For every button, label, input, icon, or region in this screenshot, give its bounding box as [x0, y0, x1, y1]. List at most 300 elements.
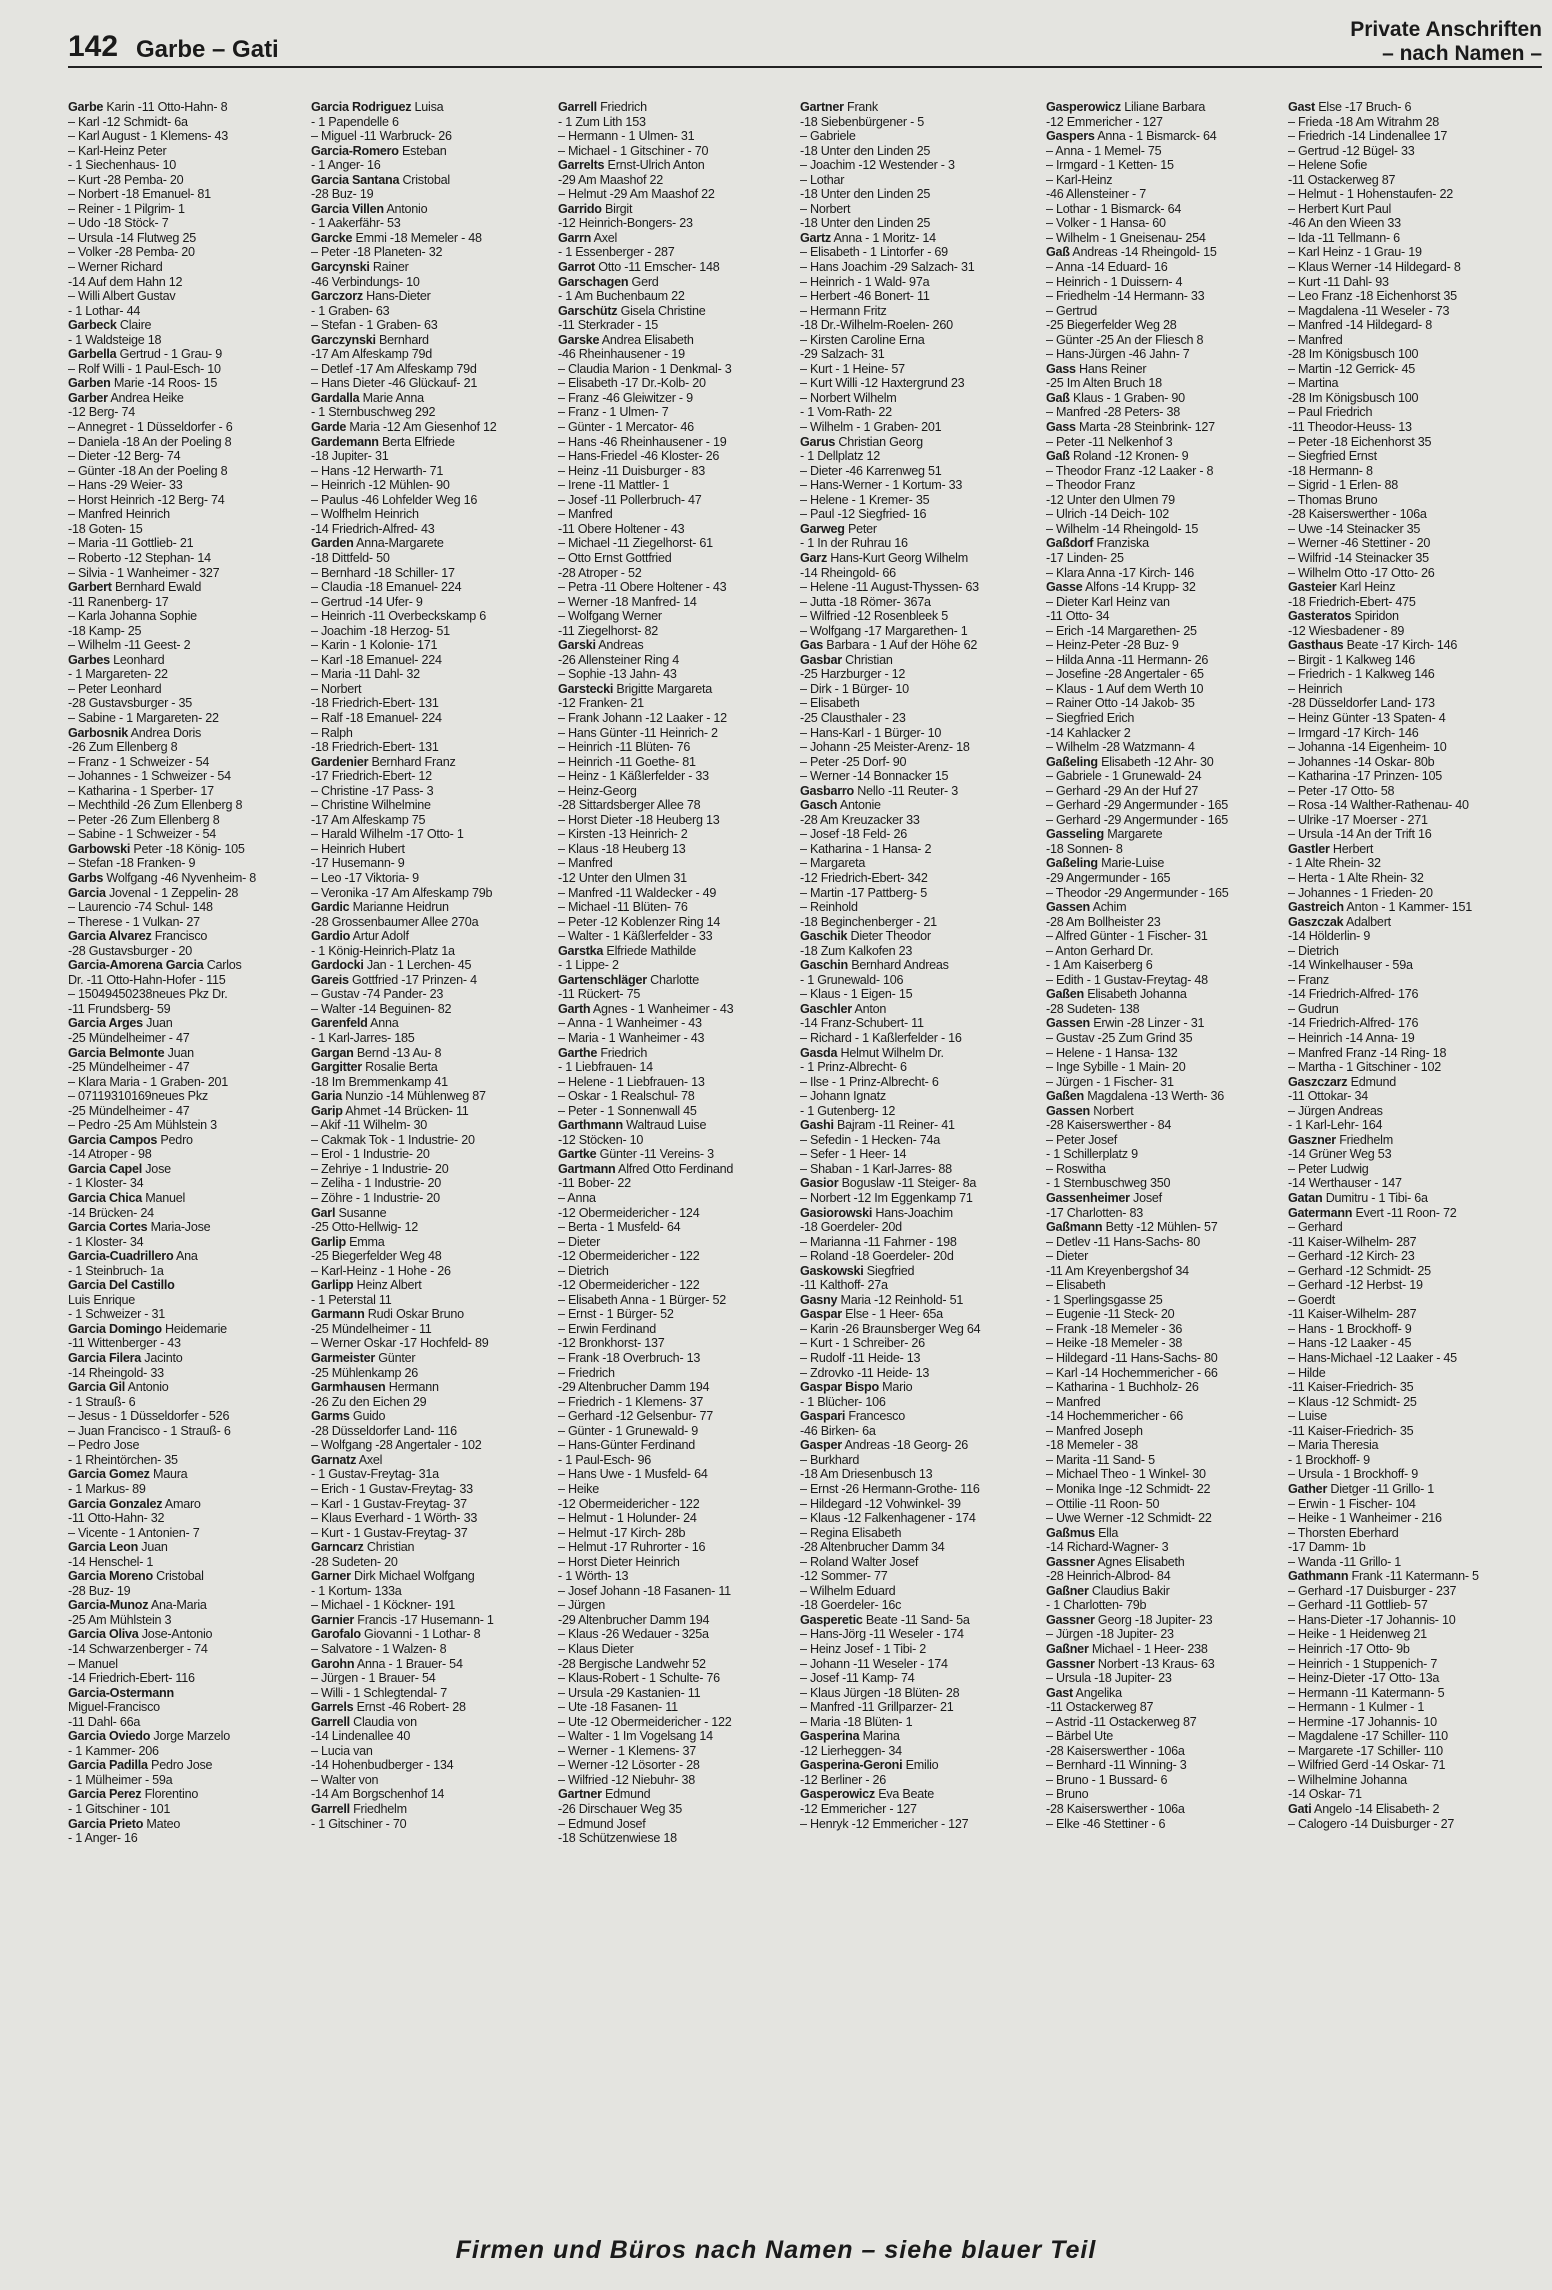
surname: Gasperetic	[800, 1612, 863, 1627]
directory-entry: – Günter - 1 Grunewald- 9	[558, 1423, 699, 1438]
directory-entry: Gast Else -17 Bruch- 6	[1288, 100, 1412, 114]
surname: Garschagen	[558, 274, 629, 289]
surname: Garcia Cortes	[68, 1220, 148, 1235]
surname: Gassen	[1046, 1103, 1091, 1118]
directory-entry: – Gertrud -12 Bügel- 33	[1288, 143, 1415, 158]
surname: Garth	[558, 1001, 591, 1016]
directory-entry: – Wilhelm Eduard	[800, 1583, 896, 1598]
directory-entry: – Kirsten -13 Heinrich- 2	[558, 827, 688, 842]
surname: Gaschin	[800, 958, 848, 973]
directory-entry: -18 Goerdeler- 20d	[800, 1220, 902, 1235]
directory-entry: - 1 Alte Rhein- 32	[1288, 856, 1381, 871]
directory-entry: – Walter - 1 Im Vogelsang 14	[558, 1729, 713, 1744]
directory-entry: – Irmgard -17 Kirch- 146	[1288, 725, 1419, 740]
directory-entry: – Erich - 1 Gustav-Freytag- 33	[311, 1481, 473, 1496]
column-4	[800, 100, 1036, 2230]
directory-entry: - 1 Am Buchenbaum 22	[558, 289, 685, 304]
directory-entry: – Hildegard -12 Vohwinkel- 39	[800, 1496, 961, 1511]
directory-entry: Gatermann Evert -11 Roon- 72	[1288, 1205, 1457, 1220]
directory-entry: -17 Am Alfeskamp 75	[311, 812, 426, 827]
directory-entry: -28 Kaiserswerther - 84	[1046, 1118, 1172, 1133]
directory-entry: – Kirsten Caroline Erna	[800, 332, 925, 347]
surname: Gardic	[311, 900, 350, 915]
surname: Garcia Villen	[311, 201, 384, 216]
directory-entry: – Hans Dieter -46 Glückauf- 21	[311, 376, 478, 391]
directory-entry: – Kurt Willi -12 Haxtergrund 23	[800, 376, 965, 391]
directory-entry: – Hildegard -11 Hans-Sachs- 80	[1046, 1351, 1218, 1366]
directory-entry: – Walter - 1 Käßlerfelder - 33	[558, 929, 713, 944]
directory-entry: Garcia Prieto Mateo	[68, 1816, 181, 1831]
directory-entry: – Goerdt	[1288, 1292, 1336, 1307]
directory-entry: – Hans-Werner - 1 Kortum- 33	[800, 478, 963, 493]
directory-entry: – Ursula -14 Flutweg 25	[68, 230, 196, 245]
directory-entry: -25 Mündelheimer - 11	[311, 1321, 432, 1336]
directory-entry: – Ulrich -14 Deich- 102	[1046, 507, 1170, 522]
surname: Garz	[800, 550, 827, 565]
surname: Garcia Padilla	[68, 1758, 148, 1773]
surname: Garncarz	[311, 1540, 364, 1555]
directory-entry: – Norbert	[311, 681, 362, 696]
surname: Garbe	[68, 100, 104, 114]
directory-entry: – Heinrich - 1 Duissern- 4	[1046, 274, 1183, 289]
directory-entry: Gasiorowski Hans-Joachim	[800, 1205, 953, 1220]
directory-entry: - 1 Charlotten- 79b	[1046, 1598, 1147, 1613]
directory-entry: Gaspar Bispo Mario	[800, 1380, 913, 1395]
directory-entry: Gardalla Marie Anna	[311, 390, 424, 405]
directory-entry: – Peter -18 Eichenhorst 35	[1288, 434, 1432, 449]
directory-entry: – Elisabeth - 1 Lintorfer - 69	[800, 245, 948, 260]
directory-entry: – Gabriele	[800, 129, 856, 144]
directory-entry: -26 Zu den Eichen 29	[311, 1394, 427, 1409]
directory-entry: - 1 Steinbruch- 1a	[68, 1263, 164, 1278]
surname: Gardemann	[311, 434, 379, 449]
directory-entry: Gast Angelika	[1046, 1685, 1122, 1700]
directory-entry: -11 Ostackerweg 87	[1288, 172, 1396, 187]
directory-entry: Gasperina Marina	[800, 1729, 900, 1744]
directory-entry: – Siegfried Erich	[1046, 710, 1135, 725]
directory-entry: – Magdalena -11 Weseler - 73	[1288, 303, 1450, 318]
directory-entry: -14 Lindenallee 40	[311, 1729, 411, 1744]
directory-entry: – Ute -12 Obermeidericher - 122	[558, 1714, 732, 1729]
directory-entry: -18 Memeler - 38	[1046, 1438, 1138, 1453]
directory-entry: Gartner Edmund	[558, 1787, 651, 1802]
surname: Garcia Capel	[68, 1161, 143, 1176]
directory-entry: -12 Obermeidericher - 122	[558, 1496, 700, 1511]
directory-entry: - 1 Karl-Jarres- 185	[311, 1031, 415, 1045]
directory-entry: Garthe Friedrich	[558, 1045, 648, 1060]
surname: Garbosnik	[68, 725, 129, 740]
surname: Gassenheimer	[1046, 1191, 1130, 1206]
directory-entry: - 1 König-Heinrich-Platz 1a	[311, 943, 455, 958]
directory-entry: – Horst Dieter -18 Heuberg 13	[558, 812, 720, 827]
surname: Garcia Rodriguez	[311, 100, 412, 114]
surname: Gasse	[1046, 580, 1083, 595]
directory-entry: – Werner Richard	[68, 260, 163, 275]
directory-entry: Gashi Bajram -11 Reiner- 41	[800, 1118, 955, 1133]
directory-entry: – Bruno	[1046, 1787, 1089, 1802]
directory-entry: -28 Düsseldorfer Land- 173	[1288, 696, 1435, 711]
directory-entry: – Johannes - 1 Schweizer - 54	[68, 769, 231, 784]
page-number: 142	[68, 30, 119, 63]
directory-entry: Garner Dirk Michael Wolfgang	[311, 1569, 475, 1584]
directory-entry: – Volker -28 Pemba- 20	[68, 245, 195, 260]
surname: Gaspar	[800, 1307, 842, 1322]
surname: Garcia Filera	[68, 1351, 142, 1366]
surname: Garcia	[68, 885, 106, 900]
directory-entry: Gaßen Magdalena -13 Werth- 36	[1046, 1089, 1225, 1104]
directory-entry: -14 Friedrich-Alfred- 176	[1288, 987, 1419, 1002]
surname: Garcia-Romero	[311, 143, 399, 158]
directory-entry: Garlip Emma	[311, 1234, 385, 1249]
directory-entry: – Henryk -12 Emmericher - 127	[800, 1816, 969, 1831]
directory-entry: – Heinrich Hubert	[311, 841, 405, 856]
directory-entry: Gargan Bernd -13 Au- 8	[311, 1045, 442, 1060]
directory-entry: – Frank -18 Memeler - 36	[1046, 1321, 1183, 1336]
directory-entry: -14 Richard-Wagner- 3	[1046, 1540, 1169, 1555]
directory-entry: Garben Marie -14 Roos- 15	[68, 376, 218, 391]
directory-entry: -11 Dahl- 66a	[68, 1714, 141, 1729]
directory-entry: – Peter -11 Nelkenhof 3	[1046, 434, 1173, 449]
directory-entry: -18 Unter den Linden 25	[800, 143, 931, 158]
directory-entry: Dr. -11 Otto-Hahn-Hofer - 115	[68, 972, 226, 987]
directory-entry: - 1 Am Kaiserberg 6	[1046, 958, 1153, 973]
directory-entry: – Zdrovko -11 Heide- 13	[800, 1365, 930, 1380]
surname: Garcia Prieto	[68, 1816, 144, 1831]
directory-entry: – Jürgen - 1 Brauer- 54	[311, 1671, 436, 1686]
directory-entry: – Kurt - 1 Gustav-Freytag- 37	[311, 1525, 468, 1540]
directory-entry: – Marianna -11 Fahrner - 198	[800, 1234, 957, 1249]
directory-entry: -28 Sittardsberger Allee 78	[558, 798, 701, 813]
surname: Garip	[311, 1103, 343, 1118]
surname: Garmeister	[311, 1351, 376, 1366]
directory-entry: -17 Friedrich-Ebert- 12	[311, 769, 432, 784]
directory-entry: Gaskowski Siegfried	[800, 1263, 915, 1278]
surname: Garl	[311, 1205, 336, 1220]
directory-entry: – Gertrud -14 Ufer- 9	[311, 594, 423, 609]
directory-entry: Gassen Erwin -28 Linzer - 31	[1046, 1016, 1205, 1031]
directory-entry: – Wilhelm -14 Rheingold- 15	[1046, 521, 1199, 536]
surname: Gardocki	[311, 958, 364, 973]
directory-entry: - 1 Margareten- 22	[68, 667, 168, 682]
directory-entry: – Hans-Jörg -11 Weseler - 174	[800, 1627, 964, 1642]
directory-entry: -29 Am Maashof 22	[558, 172, 663, 187]
directory-entry: – Eugenie -11 Steck- 20	[1046, 1307, 1175, 1322]
directory-entry: Garcia-Munoz Ana-Maria	[68, 1598, 207, 1613]
directory-entry: – Manfred	[558, 507, 613, 522]
directory-entry: – Gerhard -29 Angermunder - 165	[1046, 798, 1228, 813]
directory-entry: – Dieter -46 Karrenweg 51	[800, 463, 942, 478]
surname: Garcynski	[311, 260, 370, 275]
directory-entry: -18 Unter den Linden 25	[800, 216, 931, 231]
directory-entry: Garczorz Hans-Dieter	[311, 289, 431, 304]
directory-entry: Garia Nunzio -14 Mühlenweg 87	[311, 1089, 486, 1104]
directory-entry: – Udo -18 Stöck- 7	[68, 216, 169, 231]
directory-entry: – Bernhard -18 Schiller- 17	[311, 565, 455, 580]
directory-entry: Garcia Leon Juan	[68, 1540, 168, 1555]
directory-entry: – Elisabeth -17 Dr.-Kolb- 20	[558, 376, 706, 391]
surname: Gaß	[1046, 245, 1070, 260]
directory-entry: -12 Obermeidericher - 124	[558, 1205, 700, 1220]
directory-entry: – Helene Sofie	[1288, 158, 1368, 173]
surname: Gass	[1046, 361, 1076, 376]
surname: Gasch	[800, 798, 838, 813]
directory-entry: -46 Verbindungs- 10	[311, 274, 420, 289]
directory-entry: – Sigrid - 1 Erlen- 88	[1288, 478, 1398, 493]
directory-entry: – Gerhard -11 Gottlieb- 57	[1288, 1598, 1428, 1613]
directory-entry: Gasda Helmut Wilhelm Dr.	[800, 1045, 944, 1060]
directory-entry: – Dirk - 1 Bürger- 10	[800, 681, 909, 696]
directory-entry: Gaß Andreas -14 Rheingold- 15	[1046, 245, 1217, 260]
directory-entry: – Ulrike -17 Moerser - 271	[1288, 812, 1428, 827]
directory-entry: – Martina	[1288, 376, 1339, 391]
directory-entry: – Anton Gerhard Dr.	[1046, 943, 1154, 958]
directory-entry: Garbosnik Andrea Doris	[68, 725, 202, 740]
directory-entry: – Salvatore - 1 Walzen- 8	[311, 1641, 447, 1656]
directory-entry: – Kurt - 1 Schreiber- 26	[800, 1336, 925, 1351]
directory-entry: – Ida -11 Tellmann- 6	[1288, 230, 1400, 245]
directory-entry: – Peter Leonhard	[68, 681, 162, 696]
section-title-line1: Private Anschriften	[1350, 18, 1542, 41]
surname: Garms	[311, 1409, 350, 1424]
directory-entry: – Heinz-Dieter -17 Otto- 13a	[1288, 1671, 1440, 1686]
directory-entry: – Heike -18 Memeler - 38	[1046, 1336, 1183, 1351]
directory-entry: -11 Bober- 22	[558, 1176, 631, 1191]
directory-entry: – Wilfried -12 Rosenbleek 5	[800, 609, 948, 624]
surname: Gaßmus	[1046, 1525, 1095, 1540]
directory-entry: – Wilfrid -14 Steinacker 35	[1288, 550, 1429, 565]
directory-entry: – Heinrich	[1288, 681, 1343, 696]
surname: Garbes	[68, 652, 110, 667]
directory-entry: Gathmann Frank -11 Katermann- 5	[1288, 1569, 1479, 1584]
directory-entry: – Helmut - 1 Holunder- 24	[558, 1511, 697, 1526]
directory-entry: – Kurt -11 Dahl- 93	[1288, 274, 1389, 289]
directory-entry: - 1 Lothar- 44	[68, 303, 141, 318]
directory-entry: Gati Angelo -14 Elisabeth- 2	[1288, 1801, 1440, 1816]
directory-entry: Garz Hans-Kurt Georg Wilhelm	[800, 550, 968, 565]
section-title	[1350, 18, 1542, 66]
directory-entry: - 1 Vom-Rath- 22	[800, 405, 892, 420]
directory-entry: -46 Rheinhausener - 19	[558, 347, 685, 362]
surname: Garschütz	[558, 303, 618, 318]
column-5	[1046, 100, 1282, 2230]
directory-entry: Gaßeling Marie-Luise	[1046, 856, 1165, 871]
directory-entry: -25 Im Alten Bruch 18	[1046, 376, 1162, 391]
directory-entry: - 1 Liebfrauen- 14	[558, 1060, 653, 1075]
directory-entry: – Gerhard -12 Gelsenbur- 77	[558, 1409, 713, 1424]
directory-entry: Gartenschläger Charlotte	[558, 972, 700, 987]
surname: Gastreich	[1288, 900, 1344, 915]
directory-entry: – Heinz-Peter -28 Buz- 9	[1046, 638, 1179, 653]
directory-entry: Garcia Jovenal - 1 Zeppelin- 28	[68, 885, 239, 900]
directory-entry: Gaßen Elisabeth Johanna	[1046, 987, 1187, 1002]
directory-entry: – Richard - 1 Kaßlerfelder - 16	[800, 1031, 962, 1045]
directory-entry: -11 Kaiser-Wilhelm- 287	[1288, 1307, 1417, 1322]
directory-entry: – Johanna -14 Eigenheim- 10	[1288, 740, 1447, 755]
directory-entry: – Manfred Joseph	[1046, 1423, 1143, 1438]
surname: Gaschik	[800, 929, 848, 944]
directory-entry: Garrelts Ernst-Ulrich Anton	[558, 158, 705, 173]
directory-entry: – Stefan -18 Franken- 9	[68, 856, 196, 871]
surname: Gasda	[800, 1045, 838, 1060]
directory-entry: – Thorsten Eberhard	[1288, 1525, 1399, 1540]
directory-entry: – Oskar - 1 Realschul- 78	[558, 1089, 695, 1104]
directory-entry: Gastler Herbert	[1288, 841, 1374, 856]
directory-entry: – Friedrich -14 Lindenallee 17	[1288, 129, 1448, 144]
directory-entry: – Bernhard -11 Winning- 3	[1046, 1758, 1187, 1773]
directory-entry: Garbes Leonhard	[68, 652, 165, 667]
directory-entry: Garske Andrea Elisabeth	[558, 332, 694, 347]
directory-entry: – Burkhard	[800, 1452, 860, 1467]
directory-entry: – Michael -11 Blüten- 76	[558, 900, 688, 915]
directory-entry: -18 Kamp- 25	[68, 623, 142, 638]
directory-entry: – Johann Ignatz	[800, 1089, 886, 1104]
directory-entry: -12 Sommer- 77	[800, 1569, 888, 1584]
surname: Gaszczarz	[1288, 1074, 1348, 1089]
directory-entry: – Ralf -18 Emanuel- 224	[311, 710, 442, 725]
directory-entry: -18 Unter den Linden 25	[800, 187, 931, 202]
directory-entry: – Walter von	[311, 1772, 379, 1787]
directory-entry: – Klara Anna -17 Kirch- 146	[1046, 565, 1194, 580]
directory-entry: – Peter -25 Dorf- 90	[800, 754, 907, 769]
surname: Gaßner	[1046, 1641, 1089, 1656]
directory-entry: Garcia Chica Manuel	[68, 1191, 186, 1206]
directory-entry: Garcia Domingo Heidemarie	[68, 1321, 227, 1336]
directory-entry: – Gerhard -29 Angermunder - 165	[1046, 812, 1228, 827]
directory-entry: Garcia Santana Cristobal	[311, 172, 450, 187]
directory-entry: Gaßmann Betty -12 Mühlen- 57	[1046, 1220, 1218, 1235]
directory-entry: – Heike - 1 Heidenweg 21	[1288, 1627, 1427, 1642]
directory-entry: -11 Otto-Hahn- 32	[68, 1511, 165, 1526]
directory-entry: Gartke Günter -11 Vereins- 3	[558, 1147, 714, 1162]
directory-entry: – Wolfgang -28 Angertaler - 102	[311, 1438, 482, 1453]
directory-entry: -11 Rückert- 75	[558, 987, 641, 1002]
directory-entry: – Jürgen	[558, 1598, 606, 1613]
directory-entry: -18 Goerdeler- 16c	[800, 1598, 902, 1613]
directory-entry: - 1 Anger- 16	[68, 1831, 138, 1846]
directory-entry: - 1 Rheintörchen- 35	[68, 1452, 178, 1467]
directory-entry: – Katharina -17 Prinzen- 105	[1288, 769, 1443, 784]
directory-entry: – Johannes -14 Oskar- 80b	[1288, 754, 1435, 769]
directory-entry: Garbowski Peter -18 König- 105	[68, 841, 245, 856]
directory-entry: – Franz -46 Gleiwitzer - 9	[558, 390, 693, 405]
directory-entry: – Friedrich - 1 Kalkweg 146	[1288, 667, 1435, 682]
directory-entry: – Leo Franz -18 Eichenhorst 35	[1288, 289, 1457, 304]
column-6	[1288, 100, 1524, 2230]
directory-entry: – Manfred -11 Waldecker - 49	[558, 885, 717, 900]
directory-entry: – Helmut - 1 Hohenstaufen- 22	[1288, 187, 1453, 202]
directory-entry: – Dieter -12 Berg- 74	[68, 449, 181, 464]
directory-entry: – Werner -12 Lösorter - 28	[558, 1758, 700, 1773]
directory-entry: – Ursula - 1 Brockhoff- 9	[1288, 1467, 1419, 1482]
directory-entry: – Herta - 1 Alte Rhein- 32	[1288, 870, 1424, 885]
directory-entry: – Klara Maria - 1 Graben- 201	[68, 1074, 229, 1089]
directory-entry: -11 Obere Holtener - 43	[558, 521, 685, 536]
surname: Garcia Del Castillo	[68, 1278, 175, 1293]
directory-entry: – Luise	[1288, 1409, 1327, 1424]
directory-entry: Gaspers Anna - 1 Bismarck- 64	[1046, 129, 1217, 144]
directory-entry: – Petra -11 Obere Holtener - 43	[558, 580, 727, 595]
directory-entry: – Joachim -18 Herzog- 51	[311, 623, 450, 638]
directory-entry: - 1 Gitschiner - 101	[68, 1801, 171, 1816]
surname: Gastler	[1288, 841, 1330, 856]
directory-entry: – Helmut -17 Ruhrorter - 16	[558, 1540, 706, 1555]
surname: Garner	[311, 1569, 351, 1584]
directory-entry: – Wolfhelm Heinrich	[311, 507, 419, 522]
directory-entry: – Johann -25 Meister-Arenz- 18	[800, 740, 970, 755]
directory-entry: - 1 Paul-Esch- 96	[558, 1452, 652, 1467]
directory-entry: -17 Charlotten- 83	[1046, 1205, 1144, 1220]
directory-entry: – Franz	[1288, 972, 1329, 987]
surname: Garrido	[558, 201, 602, 216]
directory-entry: – Manfred	[558, 856, 613, 871]
directory-entry: -28 Düsseldorfer Land- 116	[311, 1423, 457, 1438]
directory-entry: – Hans-Michael -12 Laaker - 45	[1288, 1351, 1457, 1366]
directory-entry: Luis Enrique	[68, 1292, 136, 1307]
directory-entry: -25 Harzburger - 12	[800, 667, 906, 682]
directory-entry: – Norbert -12 Im Eggenkamp 71	[800, 1191, 973, 1206]
directory-entry: – Karl Heinz - 1 Grau- 19	[1288, 245, 1422, 260]
directory-entry: -14 Am Borgschenhof 14	[311, 1787, 445, 1802]
directory-entry: Garcia Alvarez Francisco	[68, 929, 208, 944]
surname: Gaszner	[1288, 1132, 1336, 1147]
directory-entry: Gaßdorf Franziska	[1046, 536, 1149, 551]
directory-entry: Garcia Gil Antonio	[68, 1380, 169, 1395]
directory-entry: – Wilhelm Otto -17 Otto- 26	[1288, 565, 1435, 580]
directory-entry: – Frank Johann -12 Laaker - 12	[558, 710, 727, 725]
directory-entry: – Christine -17 Pass- 3	[311, 783, 434, 798]
directory-entry: Gassner Norbert -13 Kraus- 63	[1046, 1656, 1215, 1671]
directory-entry: – Siegfried Ernst	[1288, 449, 1377, 464]
directory-entry: – Anna - 1 Wanheimer - 43	[558, 1016, 702, 1031]
surname: Garohn	[311, 1656, 355, 1671]
surname: Garenfeld	[311, 1016, 368, 1031]
directory-entry: – Josef -11 Kamp- 74	[800, 1671, 915, 1686]
directory-entry: – Manuel	[68, 1656, 118, 1671]
directory-entry: - 1 Schillerplatz 9	[1046, 1147, 1138, 1162]
directory-entry: Garrot Otto -11 Emscher- 148	[558, 260, 720, 275]
directory-entry: – Ursula -18 Jupiter- 23	[1046, 1671, 1172, 1686]
directory-entry: – Elisabeth	[1046, 1278, 1106, 1293]
surname: Garcke	[311, 230, 353, 245]
surname: Garcia Chica	[68, 1191, 143, 1206]
directory-entry: Gaszczak Adalbert	[1288, 914, 1391, 929]
directory-entry: – Walter -14 Beguinen- 82	[311, 1001, 452, 1016]
directory-entry: Gaßeling Elisabeth -12 Ahr- 30	[1046, 754, 1214, 769]
surname: Gasteratos	[1288, 609, 1352, 624]
surname: Gass	[1046, 420, 1076, 435]
surname: Garbella	[68, 347, 117, 362]
directory-entry: – Maria Theresia	[1288, 1438, 1379, 1453]
directory-entry: – Hans-Karl - 1 Bürger- 10	[800, 725, 942, 740]
surname: Garcia-Cuadrillero	[68, 1249, 174, 1264]
directory-entry: – Elisabeth	[800, 696, 860, 711]
directory-entry: – Gerhard -29 An der Huf 27	[1046, 783, 1199, 798]
directory-entry: - 1 Papendelle 6	[311, 114, 399, 129]
directory-entry: – Peter -26 Zum Ellenberg 8	[68, 812, 220, 827]
directory-entry: – Rolf Willi - 1 Paul-Esch- 10	[68, 361, 221, 376]
directory-entry: – Wilhelm - 1 Gneisenau- 254	[1046, 230, 1206, 245]
directory-entry: Garcia Gomez Maura	[68, 1467, 188, 1482]
directory-entry: – Zöhre - 1 Industrie- 20	[311, 1191, 440, 1206]
directory-entry: – Mechthild -26 Zum Ellenberg 8	[68, 798, 243, 813]
directory-entry: Garmhausen Hermann	[311, 1380, 439, 1395]
surname: Garrell	[558, 100, 597, 114]
directory-entry: Gasperina-Geroni Emilio	[800, 1758, 939, 1773]
directory-entry: -28 Grossenbaumer Allee 270a	[311, 914, 479, 929]
directory-entry: – Helmut -17 Kirch- 28b	[558, 1525, 686, 1540]
directory-entry: – Magdalene -17 Schiller- 110	[1288, 1729, 1448, 1744]
directory-entry: Garbella Gertrud - 1 Grau- 9	[68, 347, 222, 362]
